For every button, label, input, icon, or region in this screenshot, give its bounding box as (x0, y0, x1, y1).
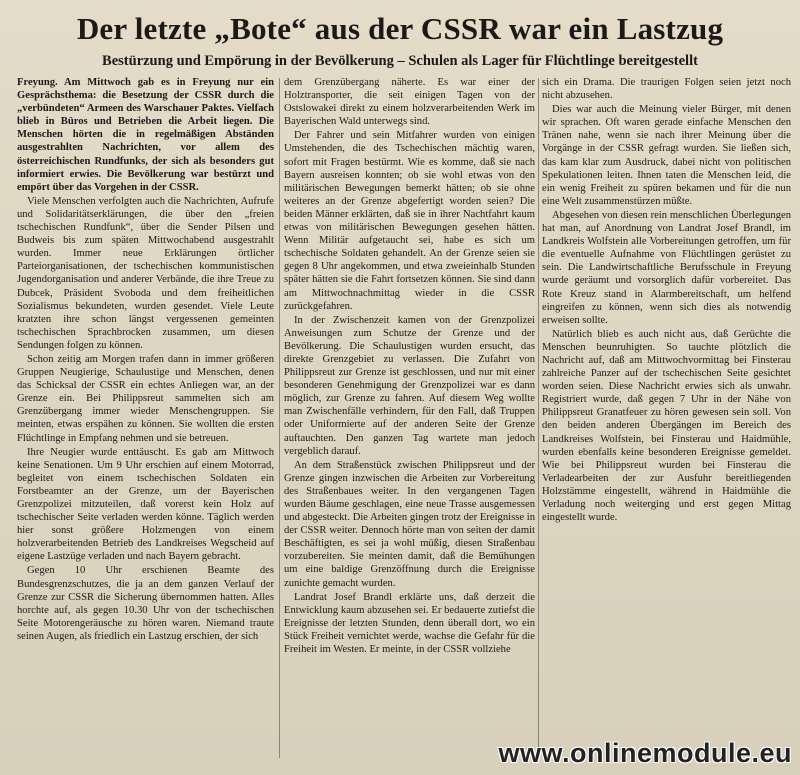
paragraph: An dem Straßenstück zwischen Philippsreut und der Grenze gingen inzwischen die Arbeiten zur Vorbereitung des Straßenbaues weiter. In den vergangenen Tagen wurden Bäume geschlagen, eine neue Trasse ausgemessen und abgesteckt. Die Arbeiten gingen trotz der Ereignisse in der CSSR weiter. Dennoch hörte man von seiten der damit Beschäftigten, es sei ja wohl müßig, diesen Straßenbau vorzubereiten. Sie meinten damit, daß die Bemühungen um eine baldige Grenzöffnung durch die Ereignisse zunichte gemacht wurden. (284, 459, 535, 589)
article-column-2 (284, 76, 535, 656)
article-column-1 (17, 76, 274, 643)
paragraph: dem Grenzübergang näherte. Es war einer der Holztransporter, die seit einigen Tagen von der Ostslowakei direkt zu einem holzverarbeitenden Werk im Bayerischen Wald unterwegs sind. (284, 77, 535, 128)
paragraph: Schon zeitig am Morgen trafen dann in immer größeren Gruppen Neugierige, Schaulustige und Menschen, denen das Schicksal der CSSR ein echtes Anliegen war, an der Grenze ein. Bei Philippsreut sammelten sich am Grenzübergang immer wieder Menschengruppen. Sie meinten, etwas erspähen zu können. Sie wollten die ersten Flüchtlinge in Empfang nehmen und sie betreuen. (17, 353, 274, 444)
subheadline: Bestürzung und Empörung in der Bevölkerung – Schulen als Lager für Flüchtlinge bereitgestellt (102, 53, 698, 69)
headline: Der letzte „Bote“ aus der CSSR war ein Lastzug (76, 11, 724, 46)
article-column-3 (542, 76, 791, 524)
paragraph: sich ein Drama. Die traurigen Folgen seien jetzt noch nicht abzusehen. (542, 77, 791, 102)
column-divider (538, 78, 539, 758)
lead-paragraph: Freyung. Am Mittwoch gab es in Freyung nur ein Gesprächsthema: die Besetzung der CSSR durch die „verbündeten“ Armeen des Warschauer Paktes. Vielfach blieb in Büros und Betrieben die Arbeit liegen. Die Menschen hörten die in regelmäßigen Abständen ausgestrahlten Nachrichten, vor allem des österreichischen Rundfunks, der sich als besonders gut informiert erwies. Die Bevölkerung war bestürzt und empört über das Vorgehen in der CSSR. (17, 77, 274, 193)
paragraph: Abgesehen von diesen rein menschlichen Überlegungen hat man, auf Anordnung von Landrat Josef Brandl, im Landkreis Wolfstein alle Vorbereitungen getroffen, um für die eventuelle Aufnahme von Flüchtlingen gerüstet zu sein. Die Landwirtschaftliche Berufsschule in Freyung wurde geräumt und vorsorglich dafür vorbereitet. Das Rote Kreuz stand in Alarmbereitschaft, um helfend eingreifen zu können, wenn sich dies als notwendig erweisen sollte. (542, 209, 791, 326)
paragraph: Dies war auch die Meinung vieler Bürger, mit denen wir sprachen. Oft waren gerade einfache Menschen den Tränen nahe, wenn sie nach ihrer Meinung über die Vorgänge in der CSSR gefragt wurden. Sie ließen sich, das kam klar zum Ausdruck, dabei nicht von politischen Spekulationen leiten. Ihnen taten die Menschen leid, die ein wenig Freiheit zu spüren bekamen und für die nun eine Welt zusammenstürzen müßte. (542, 104, 791, 207)
paragraph: Viele Menschen verfolgten auch die Nachrichten, Aufrufe und Solidaritätserklärungen, die über den „freien tschechischen Rundfunk“, über die Sender Pilsen und Budweis bis zum späten Mittwochabend ausgestrahlt wurden. Immer neue Erklärungen örtlicher Parteiorganisationen, der tschechischen kommunistischen Jugendorganisation und anderer Verbände, die ihre Treue zu Dubcek, Präsident Svoboda und dem freiheitlichen Sozialismus bekundeten, wurden gesendet. Viele Leute kratzten ihre schon längst vergessenen gemeinten tschechischen Sprachbrocken zusammen, um diesen Sendungen folgen zu können. (17, 195, 274, 351)
paragraph: Natürlich blieb es auch nicht aus, daß Gerüchte die Menschen beunruhigten. So tauchte plötzlich die Nachricht auf, daß am Mittwochvormittag bei Finsterau zahlreiche Panzer auf der tschechischen Seite gesichtet worden seien. Diese Nachricht erwies sich als unwahr. Registriert wurde, daß gegen 7 Uhr in der Nähe von Philippsreut Granatfeuer zu hören gewesen sein soll. Von den beiden anderen Übergängen im Bereich des Landkreises Wolfstein, bei Finsterau und Haidmühle, wurden ebenfalls keine besonderen Ereignisse gemeldet. Wie bei Philippsreut wurden bei Finsterau die Verladearbeiten der zur Ausfuhr bereitliegenden Holzstämme eingestellt, während in Haidmühle die Verladung noch weiterging und erst gegen Mittag eingestellt wurde. (542, 328, 791, 524)
column-divider (279, 78, 280, 758)
watermark: www.onlinemodule.eu (498, 738, 792, 768)
paragraph: Gegen 10 Uhr erschienen Beamte des Bundesgrenzschutzes, die ja an dem ganzen Verlauf der Grenze zur CSSR die Sicherung übernommen hatten. Alles horchte auf, als gegen 10.30 Uhr von der tschechischen Seite Motorengeräusche zu hören waren. Niemand traute seinen Augen, als friedlich ein Lastzug erschien, der sich (17, 565, 274, 642)
paragraph: In der Zwischenzeit kamen von der Grenzpolizei Anweisungen zum Schutze der Grenze und der Bevölkerung. Die Schaulustigen wurden ersucht, das direkte Grenzgebiet zu verlassen. Die Zufahrt von Philippsreut zur Grenze ist geschlossen, und nur mit einer besonderen Genehmigung der Grenzpolizei war es dann möglich, zur Grenze zu fahren. Auf diesem Weg wollte man Zwischenfälle verhindern, für den Fall, daß Truppen oder Uniformierte auf der anderen Seite der Grenze auftauchten. Den ganzen Tag wartete man jedoch vergeblich darauf. (284, 314, 535, 457)
paragraph: Der Fahrer und sein Mitfahrer wurden von einigen Umstehenden, die des Tschechischen mächtig waren, sofort mit Fragen bestürmt. Wie es komme, daß sie nach Bayern ausreisen konnten; ob sie wohl etwas von den militärischen Bewegungen bemerkt hätten; ob sie ohne weiteres an der Grenze abgefertigt worden seien? Die beiden Männer erklärten, daß sie in ihrer Nachtfahrt kaum etwas von militärischen Bewegungen gesehen hätten. Wenn Militär aufgetaucht sei, habe es sich um tschechische Soldaten gehandelt. An der Grenze seien sie gegen 8 Uhr angekommen, und etwa zweieinhalb Stunden später hätten sie die Fahrt fortsetzen können. Sie sind dann am Mittwochnachmittag wieder in die CSSR zurückgefahren. (284, 130, 535, 312)
paragraph: Ihre Neugier wurde enttäuscht. Es gab am Mittwoch keine Senationen. Um 9 Uhr erschien auf einem Motorrad, begleitet von einem tschechischen Soldaten ein Forstbeamter an der Grenze, um der Bayerischen Grenzpolizei mitzuteilen, daß vorerst kein Holz auf tschechischer Seite verladen werden könne. Täglich werden hier sonst größere Holzmengen von einem holzverarbeitenden Betrieb des Landkreises Wegscheid auf eigene Lastzüge verladen und nach Bayern gebracht. (17, 446, 274, 563)
paragraph: Landrat Josef Brandl erklärte uns, daß derzeit die Entwicklung kaum abzusehen sei. Er bedauerte zutiefst die Ereignisse der letzten Stunden, denn überall dort, wo ein Stück Freiheit vernichtet werde, wachse die Gefahr für die Freiheit im Westen. Er meinte, in der CSSR vollziehe (284, 591, 535, 656)
